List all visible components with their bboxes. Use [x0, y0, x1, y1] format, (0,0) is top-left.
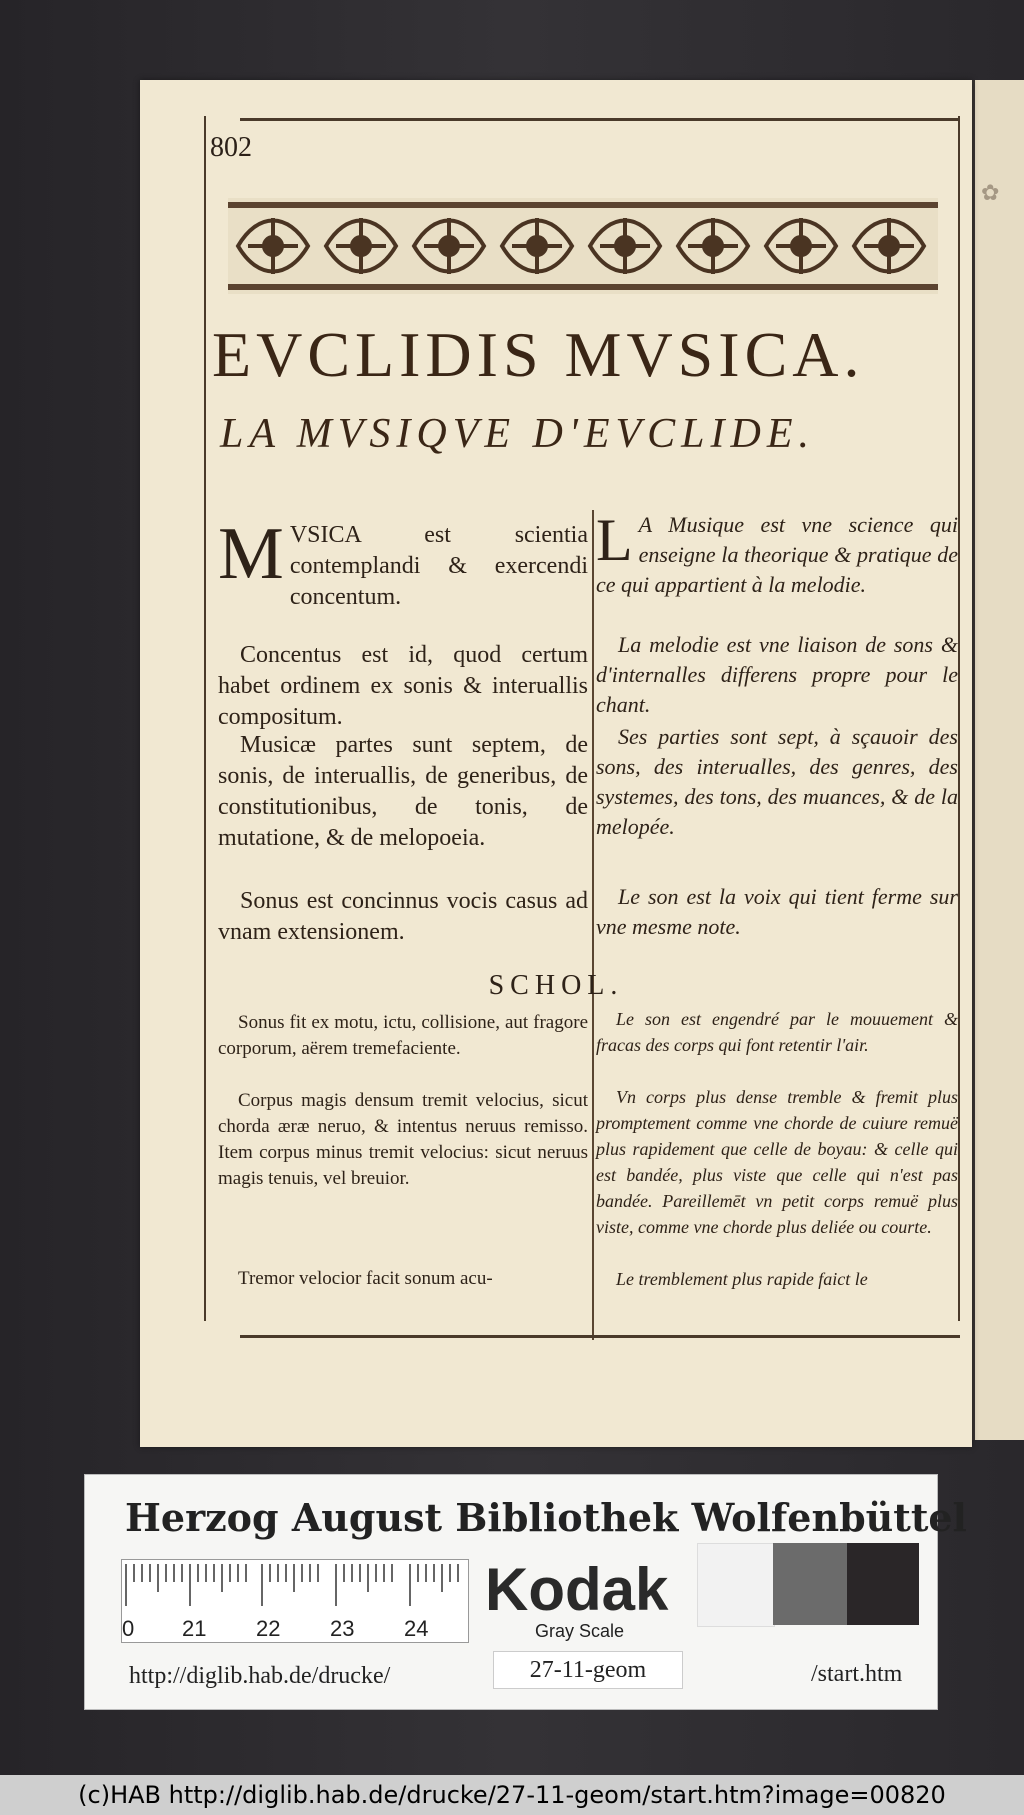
latin-paragraph-text: VSICA est scientia contemplandi & exercendi concentum.: [289, 522, 588, 610]
schol-french-paragraph: Le son est engendré par le mouuement & fracas des corps qui font retentir l'air.: [596, 1009, 958, 1055]
url-part-id: 27-11-geom: [493, 1651, 683, 1689]
schol-heading: SCHOL.: [488, 970, 624, 1001]
dropcap: L: [596, 507, 633, 573]
ornament-band: [228, 198, 938, 294]
adjacent-page-edge: [972, 80, 1024, 1440]
color-calibration-card: [84, 1474, 967, 1710]
dropcap: M: [218, 513, 284, 595]
schol-french-paragraph: Vn corps plus dense tremble & fremit plus promptement comme vne chorde de cuiure remuë plus rapidement que celle de boyau: & celle qui est bandée, plus viste que celle qui n'est pas bandée. Pareillemēt vn petit corps remuë plus viste, comme vne chorde plus deliée ou courte.: [596, 1087, 958, 1237]
latin-paragraph: [218, 513, 588, 613]
gray-swatch-white: [697, 1543, 775, 1627]
ruler: [121, 1559, 469, 1643]
schol-french-paragraph: Le tremblement plus rapide faict le: [616, 1269, 868, 1289]
ruler-number: 21: [182, 1616, 207, 1641]
bottom-rule: [240, 1335, 960, 1338]
footer-caption: (c)HAB http://diglib.hab.de/drucke/27-11-geom/start.htm?image=00820: [0, 1775, 1024, 1815]
column-divider: [592, 1010, 594, 1340]
gray-scale-label: Gray Scale: [535, 1621, 625, 1641]
french-paragraph: Le son est la voix qui tient ferme sur vne mesme note.: [596, 884, 958, 939]
french-paragraph: La melodie est vne liaison de sons & d'internalles differens propre pour le chant.: [596, 632, 958, 717]
gray-swatch-mid: [773, 1543, 847, 1625]
french-paragraph-text: A Musique est vne science qui enseigne la theorique & pratique de ce qui appartient à la melodie.: [596, 512, 958, 597]
schol-latin-paragraph: Corpus magis densum tremit velocius, sicut chorda æræ neruo, & intentus neruus remisso. Item corpus minus tremit velocius: sicut neruus magis tenuis, vel breuior.: [218, 1090, 588, 1189]
schol-latin-paragraph: Sonus fit ex motu, ictu, collisione, aut fragore corporum, aërem tremefaciente.: [218, 1012, 588, 1059]
book-page: [140, 80, 972, 1447]
adjacent-page-ghost-text: ✿: [981, 180, 1000, 205]
url-part-end: /start.htm: [811, 1661, 903, 1687]
ruler-number: 24: [404, 1616, 429, 1641]
latin-paragraph: Concentus est id, quod certum habet ordinem ex sonis & interuallis compositum.: [218, 642, 588, 730]
french-paragraph: Ses parties sont sept, à sçauoir des sons, des interualles, des genres, des systemes, des tons, des muances, & de la melopée.: [596, 724, 958, 839]
title-latin: EVCLIDIS MVSICA.: [212, 319, 865, 390]
latin-paragraph: Sonus est concinnus vocis casus ad vnam extensionem.: [218, 888, 588, 945]
page-number: 802: [210, 132, 252, 163]
french-paragraph: [596, 507, 958, 600]
ruler-ticks: [122, 1560, 468, 1610]
ruler-number: 0: [122, 1616, 135, 1641]
kodak-logo: Kodak: [485, 1556, 669, 1623]
ruler-number: 22: [256, 1616, 281, 1641]
ruler-number: 23: [330, 1616, 355, 1641]
title-french: LA MVSIQVE D'EVCLIDE.: [220, 411, 815, 457]
column-divider: [592, 510, 594, 1035]
institution-name: Herzog August Bibliothek Wolfenbüttel: [125, 1495, 967, 1540]
url-part-base: http://diglib.hab.de/drucke/: [129, 1663, 391, 1689]
latin-paragraph: Musicæ partes sunt septem, de sonis, de interuallis, de generibus, de constitutionibus, de tonis, de mutatione, & de melopoeia.: [218, 732, 588, 851]
gray-swatch-dark: [847, 1543, 919, 1625]
schol-latin-paragraph: Tremor velocior facit sonum acu-: [238, 1268, 493, 1289]
